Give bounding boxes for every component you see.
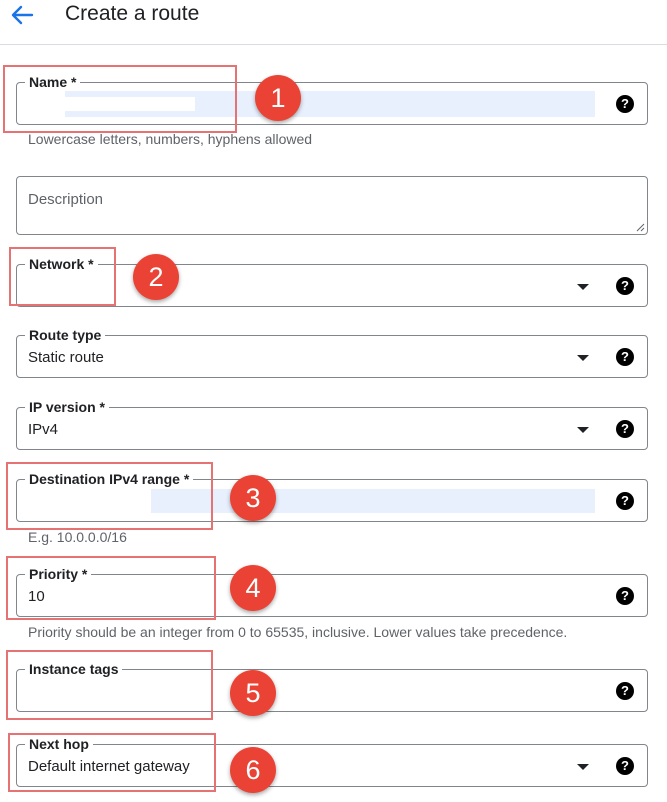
callout-badge-3: 3 (230, 475, 276, 521)
route-type-select[interactable] (16, 327, 648, 378)
callout-box-3 (6, 462, 213, 530)
help-icon[interactable]: ? (616, 348, 634, 366)
resize-grip-icon[interactable] (635, 222, 645, 232)
arrow-back-icon[interactable] (10, 4, 34, 26)
destination-value-highlight (151, 489, 595, 513)
dropdown-arrow-icon[interactable] (577, 764, 589, 770)
priority-input-value[interactable]: 10 (28, 588, 45, 605)
page-header (0, 0, 667, 45)
callout-box-6 (8, 733, 216, 792)
help-icon[interactable]: ? (616, 277, 634, 295)
help-icon[interactable]: ? (616, 492, 634, 510)
callout-badge-6: 6 (230, 747, 276, 793)
callout-badge-5: 5 (230, 670, 276, 716)
next-hop-label: Next hop (25, 736, 93, 752)
ip-version-value: IPv4 (28, 421, 59, 438)
callout-badge-1: 1 (255, 75, 301, 121)
help-icon[interactable]: ? (616, 587, 634, 605)
callout-badge-2: 2 (133, 254, 179, 300)
callout-box-5 (6, 650, 213, 720)
route-type-value: Static route (28, 349, 104, 366)
name-label: Name * (25, 74, 80, 90)
next-hop-value: Default internet gateway (28, 758, 190, 775)
network-label: Network * (25, 256, 98, 272)
help-icon[interactable]: ? (616, 682, 634, 700)
name-hint: Lowercase letters, numbers, hyphens allowed (28, 131, 313, 147)
callout-box-1 (3, 65, 237, 133)
help-icon[interactable]: ? (616, 95, 634, 113)
callout-badge-4: 4 (230, 565, 276, 611)
description-field[interactable] (16, 176, 648, 235)
page-title: Create a route (65, 2, 200, 25)
callout-box-4 (6, 556, 216, 620)
callout-box-2 (9, 247, 116, 306)
dropdown-arrow-icon[interactable] (577, 284, 589, 290)
destination-range-label: Destination IPv4 range * (25, 471, 193, 487)
destination-hint: E.g. 10.0.0.0/16 (28, 529, 127, 545)
priority-hint: Priority should be an integer from 0 to 65535, inclusive. Lower values take precedence. (28, 624, 568, 640)
priority-label: Priority * (25, 566, 91, 582)
route-type-label: Route type (25, 327, 105, 343)
ip-version-select[interactable] (16, 399, 648, 450)
help-icon[interactable]: ? (616, 420, 634, 438)
help-icon[interactable]: ? (616, 757, 634, 775)
instance-tags-label: Instance tags (25, 661, 122, 677)
dropdown-arrow-icon[interactable] (577, 355, 589, 361)
description-placeholder: Description (28, 191, 104, 208)
ip-version-label: IP version * (25, 399, 109, 415)
dropdown-arrow-icon[interactable] (577, 427, 589, 433)
